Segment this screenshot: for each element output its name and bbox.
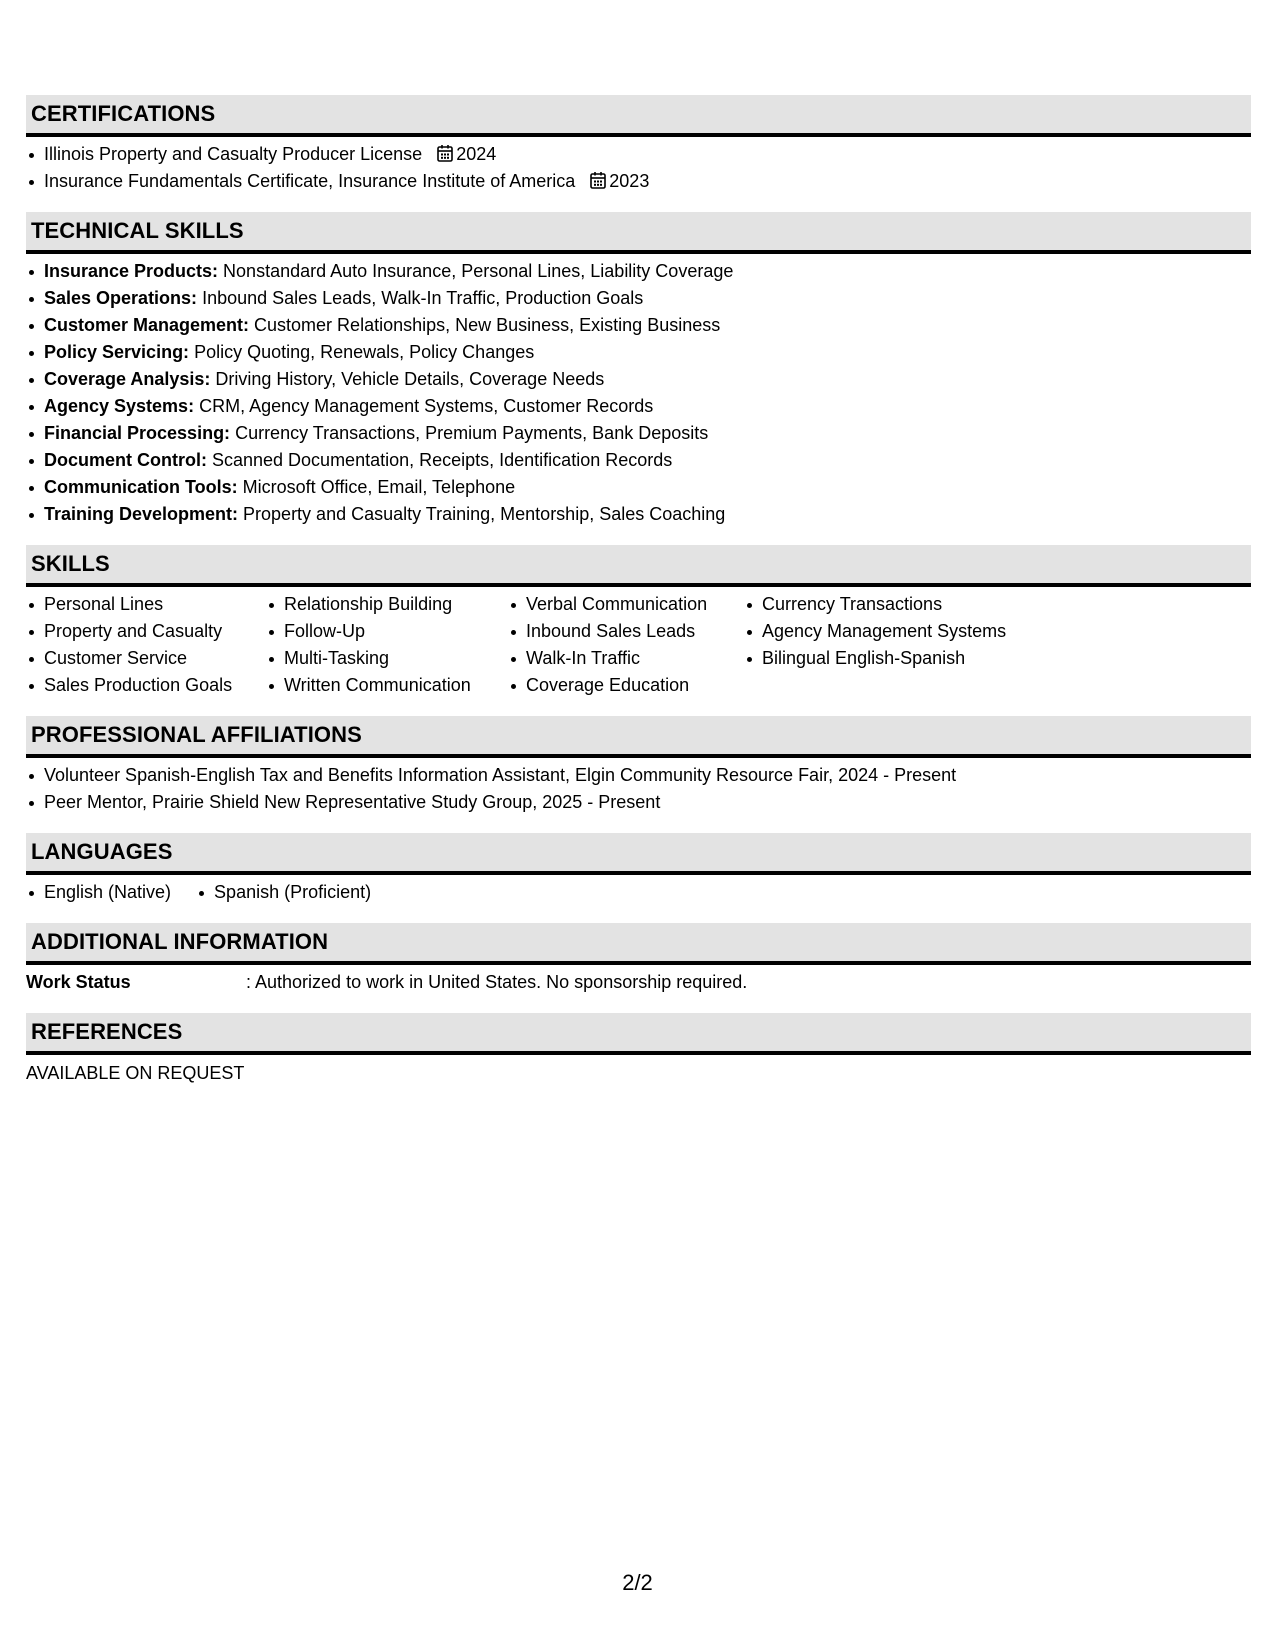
calendar-icon (437, 144, 453, 162)
skill-category: Agency Systems: (44, 396, 195, 416)
list-item: Relationship Building (266, 591, 486, 618)
list-item (26, 312, 1251, 339)
languages-section (26, 833, 1251, 906)
list-item: English (Native) (26, 879, 171, 906)
list-item (26, 420, 1251, 447)
skill-category: Coverage Analysis: (44, 369, 211, 389)
list-item: Bilingual English-Spanish (744, 645, 1006, 672)
list-item: Follow-Up (266, 618, 486, 645)
section-heading: PROFESSIONAL AFFILIATIONS (26, 716, 1251, 758)
list-item (26, 258, 1251, 285)
list-item (26, 366, 1251, 393)
list-item (26, 141, 1251, 168)
list-item: Multi-Tasking (266, 645, 486, 672)
certification-year: 2024 (456, 144, 497, 164)
affiliations-section (26, 716, 1251, 816)
list-item: Personal Lines (26, 591, 244, 618)
list-item (26, 339, 1251, 366)
list-item (26, 501, 1251, 528)
skill-details: Driving History, Vehicle Details, Coverage Needs (210, 369, 605, 389)
skill-details: Inbound Sales Leads, Walk-In Traffic, Production Goals (197, 288, 644, 308)
references-section (26, 1013, 1251, 1087)
technical-skills-list (26, 258, 1251, 528)
calendar-icon (590, 171, 606, 189)
skill-category: Insurance Products: (44, 261, 219, 281)
section-heading: LANGUAGES (26, 833, 1251, 875)
page-number: 2/2 (622, 1570, 653, 1595)
certification-year: 2023 (609, 171, 650, 191)
list-item: Sales Production Goals (26, 672, 244, 699)
list-item: Inbound Sales Leads (508, 618, 722, 645)
certification-name: Insurance Fundamentals Certificate, Insurance Institute of America (44, 171, 576, 191)
list-item: Walk-In Traffic (508, 645, 722, 672)
list-item: Coverage Education (508, 672, 722, 699)
list-item (26, 447, 1251, 474)
skills-column (508, 591, 722, 699)
skill-category: Communication Tools: (44, 477, 238, 497)
list-item: Customer Service (26, 645, 244, 672)
skill-details: Customer Relationships, New Business, Existing Business (249, 315, 721, 335)
languages-list (26, 879, 1251, 906)
list-item (26, 168, 1251, 195)
list-item: Written Communication (266, 672, 486, 699)
affiliations-list (26, 762, 1251, 816)
skill-category: Customer Management: (44, 315, 250, 335)
skill-details: Property and Casualty Training, Mentorship, Sales Coaching (238, 504, 726, 524)
list-item: Peer Mentor, Prairie Shield New Representative Study Group, 2025 - Present (26, 789, 1251, 816)
work-status-label: Work Status (26, 972, 131, 992)
skill-category: Sales Operations: (44, 288, 198, 308)
section-heading: TECHNICAL SKILLS (26, 212, 1251, 254)
list-item (26, 393, 1251, 420)
skill-details: Currency Transactions, Premium Payments, Bank Deposits (230, 423, 709, 443)
certifications-section (26, 95, 1251, 195)
section-heading: SKILLS (26, 545, 1251, 587)
skill-details: Policy Quoting, Renewals, Policy Changes (189, 342, 535, 362)
skills-column (744, 591, 1006, 699)
certification-name: Illinois Property and Casualty Producer License (44, 144, 423, 164)
skill-category: Training Development: (44, 504, 239, 524)
technical-skills-section (26, 212, 1251, 528)
skill-details: CRM, Agency Management Systems, Customer Records (194, 396, 654, 416)
skill-category: Document Control: (44, 450, 207, 470)
references-text: AVAILABLE ON REQUEST (26, 1063, 245, 1083)
list-item (26, 285, 1251, 312)
additional-info-section (26, 923, 1251, 996)
list-item: Agency Management Systems (744, 618, 1006, 645)
list-item: Currency Transactions (744, 591, 1006, 618)
skills-columns (26, 591, 1251, 699)
skill-category: Financial Processing: (44, 423, 231, 443)
skill-details: Scanned Documentation, Receipts, Identification Records (206, 450, 673, 470)
section-heading: ADDITIONAL INFORMATION (26, 923, 1251, 965)
skills-column (26, 591, 244, 699)
list-item: Verbal Communication (508, 591, 722, 618)
list-item: Spanish (Proficient) (196, 879, 371, 906)
work-status-value: : Authorized to work in United States. No sponsorship required. (246, 972, 748, 992)
skills-section (26, 545, 1251, 699)
section-heading: REFERENCES (26, 1013, 1251, 1055)
section-heading: CERTIFICATIONS (26, 95, 1251, 137)
certifications-list (26, 141, 1251, 195)
skills-column (266, 591, 486, 699)
skill-category: Policy Servicing: (44, 342, 190, 362)
list-item: Volunteer Spanish-English Tax and Benefits Information Assistant, Elgin Community Resource Fair, 2024 - Present (26, 762, 1251, 789)
skill-details: Nonstandard Auto Insurance, Personal Lines, Liability Coverage (218, 261, 734, 281)
list-item: Property and Casualty (26, 618, 244, 645)
skill-details: Microsoft Office, Email, Telephone (237, 477, 516, 497)
work-status-row (26, 969, 1251, 996)
resume-page (26, 95, 1251, 1104)
list-item (26, 474, 1251, 501)
